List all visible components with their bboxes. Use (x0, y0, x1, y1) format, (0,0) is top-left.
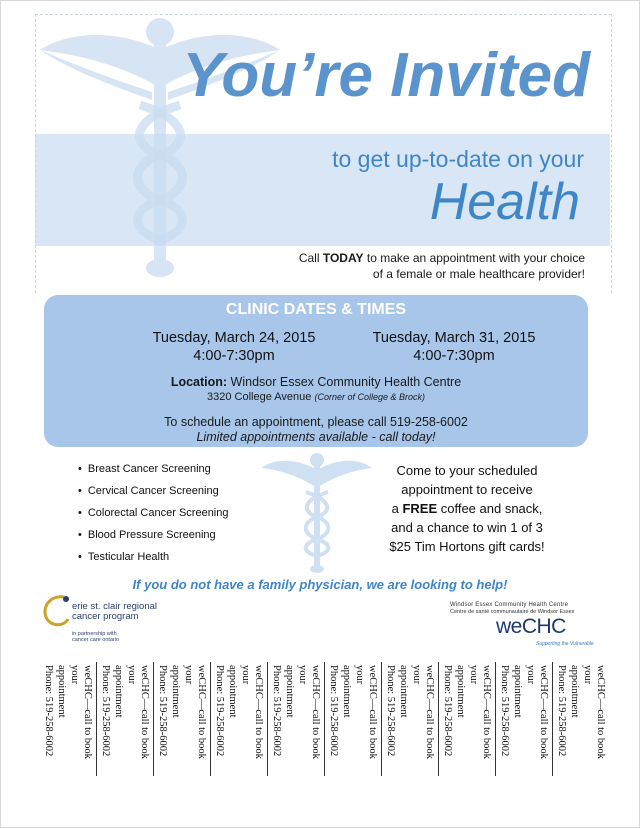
wechc-name-fr: Centre de santé communautaire de Windsor Essex (450, 609, 575, 615)
tab-line: Phone: 519-258-6002 (556, 665, 567, 757)
call-line2: of a female or male healthcare provider! (372, 267, 585, 281)
screening-list (78, 458, 229, 568)
tab-line: Phone: 519-258-6002 (157, 665, 168, 757)
tab-line: appointment (398, 665, 409, 718)
tear-off-tab[interactable] (154, 662, 209, 776)
list-item: • Blood Pressure Screening (78, 524, 229, 546)
tear-off-tab[interactable] (40, 662, 95, 776)
clinic-date-time: 4:00-7:30pm (193, 348, 275, 364)
escrcp-line: cancer care ontario (72, 637, 120, 643)
tab-line: appointment (56, 665, 67, 718)
tear-off-tab[interactable] (97, 662, 152, 776)
tab-line: weCHC—call to book your (525, 665, 549, 759)
tab-line: appointment (455, 665, 466, 718)
call-pre: Call (298, 251, 323, 265)
escrcp-partner (72, 631, 119, 643)
tab-text (270, 665, 322, 776)
promo-text (372, 461, 562, 556)
tear-off-tab[interactable] (211, 662, 266, 776)
clinic-date-day: Tuesday, March 24, 2015 (152, 330, 316, 346)
escrcp-line: erie st. clair regional (72, 601, 158, 612)
location-name: Windsor Essex Community Health Centre (227, 375, 462, 389)
tab-line: appointment (569, 665, 580, 718)
tear-off-tabs (40, 662, 606, 776)
tab-line: Phone: 519-258-6002 (214, 665, 225, 757)
tear-off-tab[interactable] (439, 662, 494, 776)
tab-text (213, 665, 265, 776)
list-item: • Cervical Cancer Screening (78, 480, 229, 502)
clinic-date-day: Tuesday, March 31, 2015 (372, 330, 536, 346)
tab-line: weCHC—call to book your (354, 665, 378, 759)
invite-subtitle: to get up-to-date on your (332, 146, 584, 172)
promo-line: and a chance to win 1 of 3 (391, 520, 543, 535)
tab-text (99, 665, 151, 776)
tab-text (555, 665, 607, 776)
tear-off-tab[interactable] (268, 662, 323, 776)
tab-line: Phone: 519-258-6002 (442, 665, 453, 757)
tear-off-tab[interactable] (325, 662, 380, 776)
tab-line: appointment (113, 665, 124, 718)
tear-off-tab[interactable] (553, 662, 608, 776)
tab-text (156, 665, 208, 776)
tab-line: weCHC—call to book your (69, 665, 93, 759)
tab-line: Phone: 519-258-6002 (43, 665, 54, 757)
tab-line: Phone: 519-258-6002 (271, 665, 282, 757)
schedule-limited: Limited appointments available - call today! (196, 430, 436, 444)
location-label: Location: (170, 375, 228, 389)
promo-line: $25 Tim Hortons gift cards! (389, 539, 545, 554)
wechc-tagline: Supporting the Vulnerable (536, 641, 594, 647)
clinic-location (44, 375, 588, 405)
wechc-logo (440, 601, 595, 649)
schedule-phone: To schedule an appointment, please call 519-258-6002 (164, 415, 468, 429)
tab-line: Phone: 519-258-6002 (328, 665, 339, 757)
clinic-title: CLINIC DATES & TIMES (225, 301, 407, 318)
location-address-note: (Corner of College & Brock) (314, 392, 425, 402)
tear-off-tab[interactable] (382, 662, 437, 776)
escrcp-line: cancer program (72, 611, 139, 622)
tab-line: appointment (284, 665, 295, 718)
list-item: • Colorectal Cancer Screening (78, 502, 229, 524)
promo-line: coffee and snack, (437, 501, 543, 516)
tab-text (327, 665, 379, 776)
tab-text (42, 665, 94, 776)
tab-line: appointment (341, 665, 352, 718)
tab-line: weCHC—call to book your (411, 665, 435, 759)
escrcp-line: in partnership with (72, 631, 117, 637)
tab-line: weCHC—call to book your (240, 665, 264, 759)
wechc-wordmark: weCHC (496, 615, 566, 638)
escrcp-logo (42, 591, 222, 647)
clinic-schedule (44, 415, 588, 445)
list-item: • Breast Cancer Screening (78, 458, 229, 480)
location-address: 3320 College Avenue (207, 391, 315, 403)
tab-line: Phone: 519-258-6002 (385, 665, 396, 757)
escrcp-name (72, 602, 157, 622)
tab-line: appointment (227, 665, 238, 718)
promo-line: a (391, 501, 403, 516)
wechc-name-en: Windsor Essex Community Health Centre (450, 602, 569, 608)
call-rest: to make an appointment with your choice (363, 251, 585, 265)
tab-line: appointment (170, 665, 181, 718)
promo-free: FREE (402, 501, 438, 516)
clinic-date-time: 4:00-7:30pm (413, 348, 495, 364)
clinic-date-2 (344, 329, 564, 365)
escrcp-swirl-icon (42, 593, 74, 629)
tab-line: weCHC—call to book your (126, 665, 150, 759)
promo-line: Come to your scheduled (396, 463, 538, 478)
tab-text (441, 665, 493, 776)
tab-line: weCHC—call to book your (468, 665, 492, 759)
tab-line: weCHC—call to book your (582, 665, 606, 759)
tab-line: weCHC—call to book your (297, 665, 321, 759)
family-physician-note: If you do not have a family physician, we are looking to help! (132, 577, 508, 592)
tab-text (384, 665, 436, 776)
clinic-dates-box (44, 295, 588, 447)
invite-title: You’re Invited (182, 41, 590, 110)
tab-line: appointment (512, 665, 523, 718)
caduceus-icon (262, 450, 372, 574)
invite-health-word: Health (429, 173, 580, 231)
list-item: • Testicular Health (78, 546, 229, 568)
call-today-text (230, 250, 585, 282)
tab-line: Phone: 519-258-6002 (100, 665, 111, 757)
call-today-bold: TODAY (322, 251, 364, 265)
clinic-date-1 (124, 329, 344, 365)
tab-text (498, 665, 550, 776)
tab-line: weCHC—call to book your (183, 665, 207, 759)
promo-line: appointment to receive (401, 482, 533, 497)
tab-line: Phone: 519-258-6002 (499, 665, 510, 757)
tear-off-tab[interactable] (496, 662, 551, 776)
